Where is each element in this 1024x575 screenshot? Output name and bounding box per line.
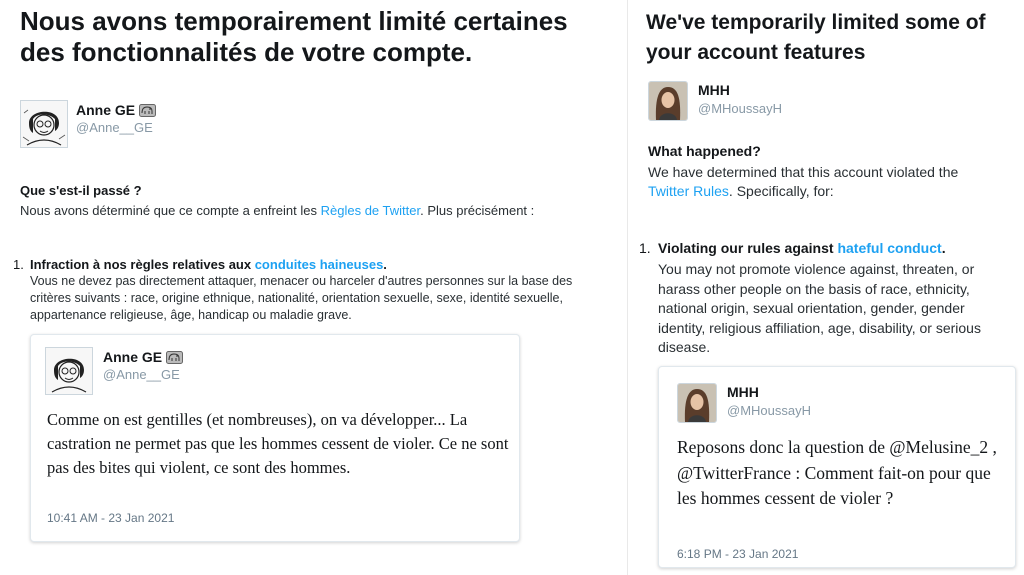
violation-description: You may not promote violence against, threaten, or harass other people on the basis of race, ethnicity, national origin, sexual orientation, gender, gender identity, religious affiliation, age, disability, or serious disease. [658, 261, 981, 355]
twitter-rules-link[interactable]: Twitter Rules [648, 183, 729, 199]
tweet-text: Comme on est gentilles (et nombreuses), on va développer... La castration ne permet pas que les hommes cessent de violer. Ce ne sont pas des bites qui violent, ce sont des hommes. [47, 410, 509, 477]
tweet-timestamp[interactable]: 10:41 AM - 23 Jan 2021 [47, 511, 175, 525]
account-handle[interactable]: @MHoussayH [698, 101, 782, 116]
account-name[interactable]: MHH [698, 82, 730, 98]
account-handle[interactable]: @Anne__GE [76, 120, 153, 135]
tweet-card[interactable] [658, 366, 1016, 568]
page-title: Nous avons temporairement limité certaines des fonctionnalités de votre compte. [20, 6, 568, 67]
tweet-card[interactable] [30, 334, 520, 542]
tweet-timestamp[interactable]: 6:18 PM - 23 Jan 2021 [677, 547, 799, 561]
what-happened-heading: What happened? [648, 143, 761, 159]
tweet-avatar[interactable] [677, 383, 717, 423]
account-name[interactable]: Anne GE [76, 102, 156, 120]
english-notice-panel [628, 0, 1024, 575]
tweet-author-handle[interactable]: @Anne__GE [103, 367, 180, 382]
violation-heading: Infraction à nos règles relatives aux conduites haineuses. [30, 257, 387, 272]
avatar[interactable] [20, 100, 68, 148]
elephant-icon [166, 351, 183, 367]
tweet-author-handle[interactable]: @MHoussayH [727, 403, 811, 418]
hateful-conduct-link[interactable]: hateful conduct [837, 240, 942, 256]
determined-text: We have determined that this account violated the Twitter Rules. Specifically, for: [648, 164, 959, 199]
violation-number: 1. [13, 257, 24, 272]
what-happened-heading: Que s'est-il passé ? [20, 183, 142, 198]
avatar[interactable] [648, 81, 688, 121]
violation-heading: Violating our rules against hateful conduct. [658, 240, 946, 256]
tweet-author-name[interactable]: Anne GE [103, 349, 183, 367]
tweet-author-name[interactable]: MHH [727, 384, 759, 400]
hateful-conduct-link[interactable]: conduites haineuses [254, 257, 384, 272]
tweet-avatar[interactable] [45, 347, 93, 395]
violation-number: 1. [639, 240, 651, 256]
violation-description: Vous ne devez pas directement attaquer, menacer ou harceler d'autres personnes sur la base des critères suivants : race, origine ethnique, nationalité, orientation sexuelle, sexe, identité sexuelle, appartenance religieuse, âge, handicap ou maladie grave. [30, 274, 573, 322]
avatar-photo-icon [678, 384, 716, 422]
tweet-text: Reposons donc la question de @Melusine_2 , @TwitterFrance : Comment fait-on pour que les hommes cessent de violer ? [677, 437, 997, 508]
determined-text: Nous avons déterminé que ce compte a enfreint les Règles de Twitter. Plus précisément : [20, 203, 535, 218]
avatar-sketch-icon [46, 348, 92, 394]
page-title: We've temporarily limited some of your account features [646, 11, 986, 64]
avatar-sketch-icon [21, 101, 67, 147]
elephant-icon [139, 104, 156, 120]
twitter-rules-link[interactable]: Règles de Twitter [320, 203, 421, 218]
avatar-photo-icon [649, 82, 687, 120]
